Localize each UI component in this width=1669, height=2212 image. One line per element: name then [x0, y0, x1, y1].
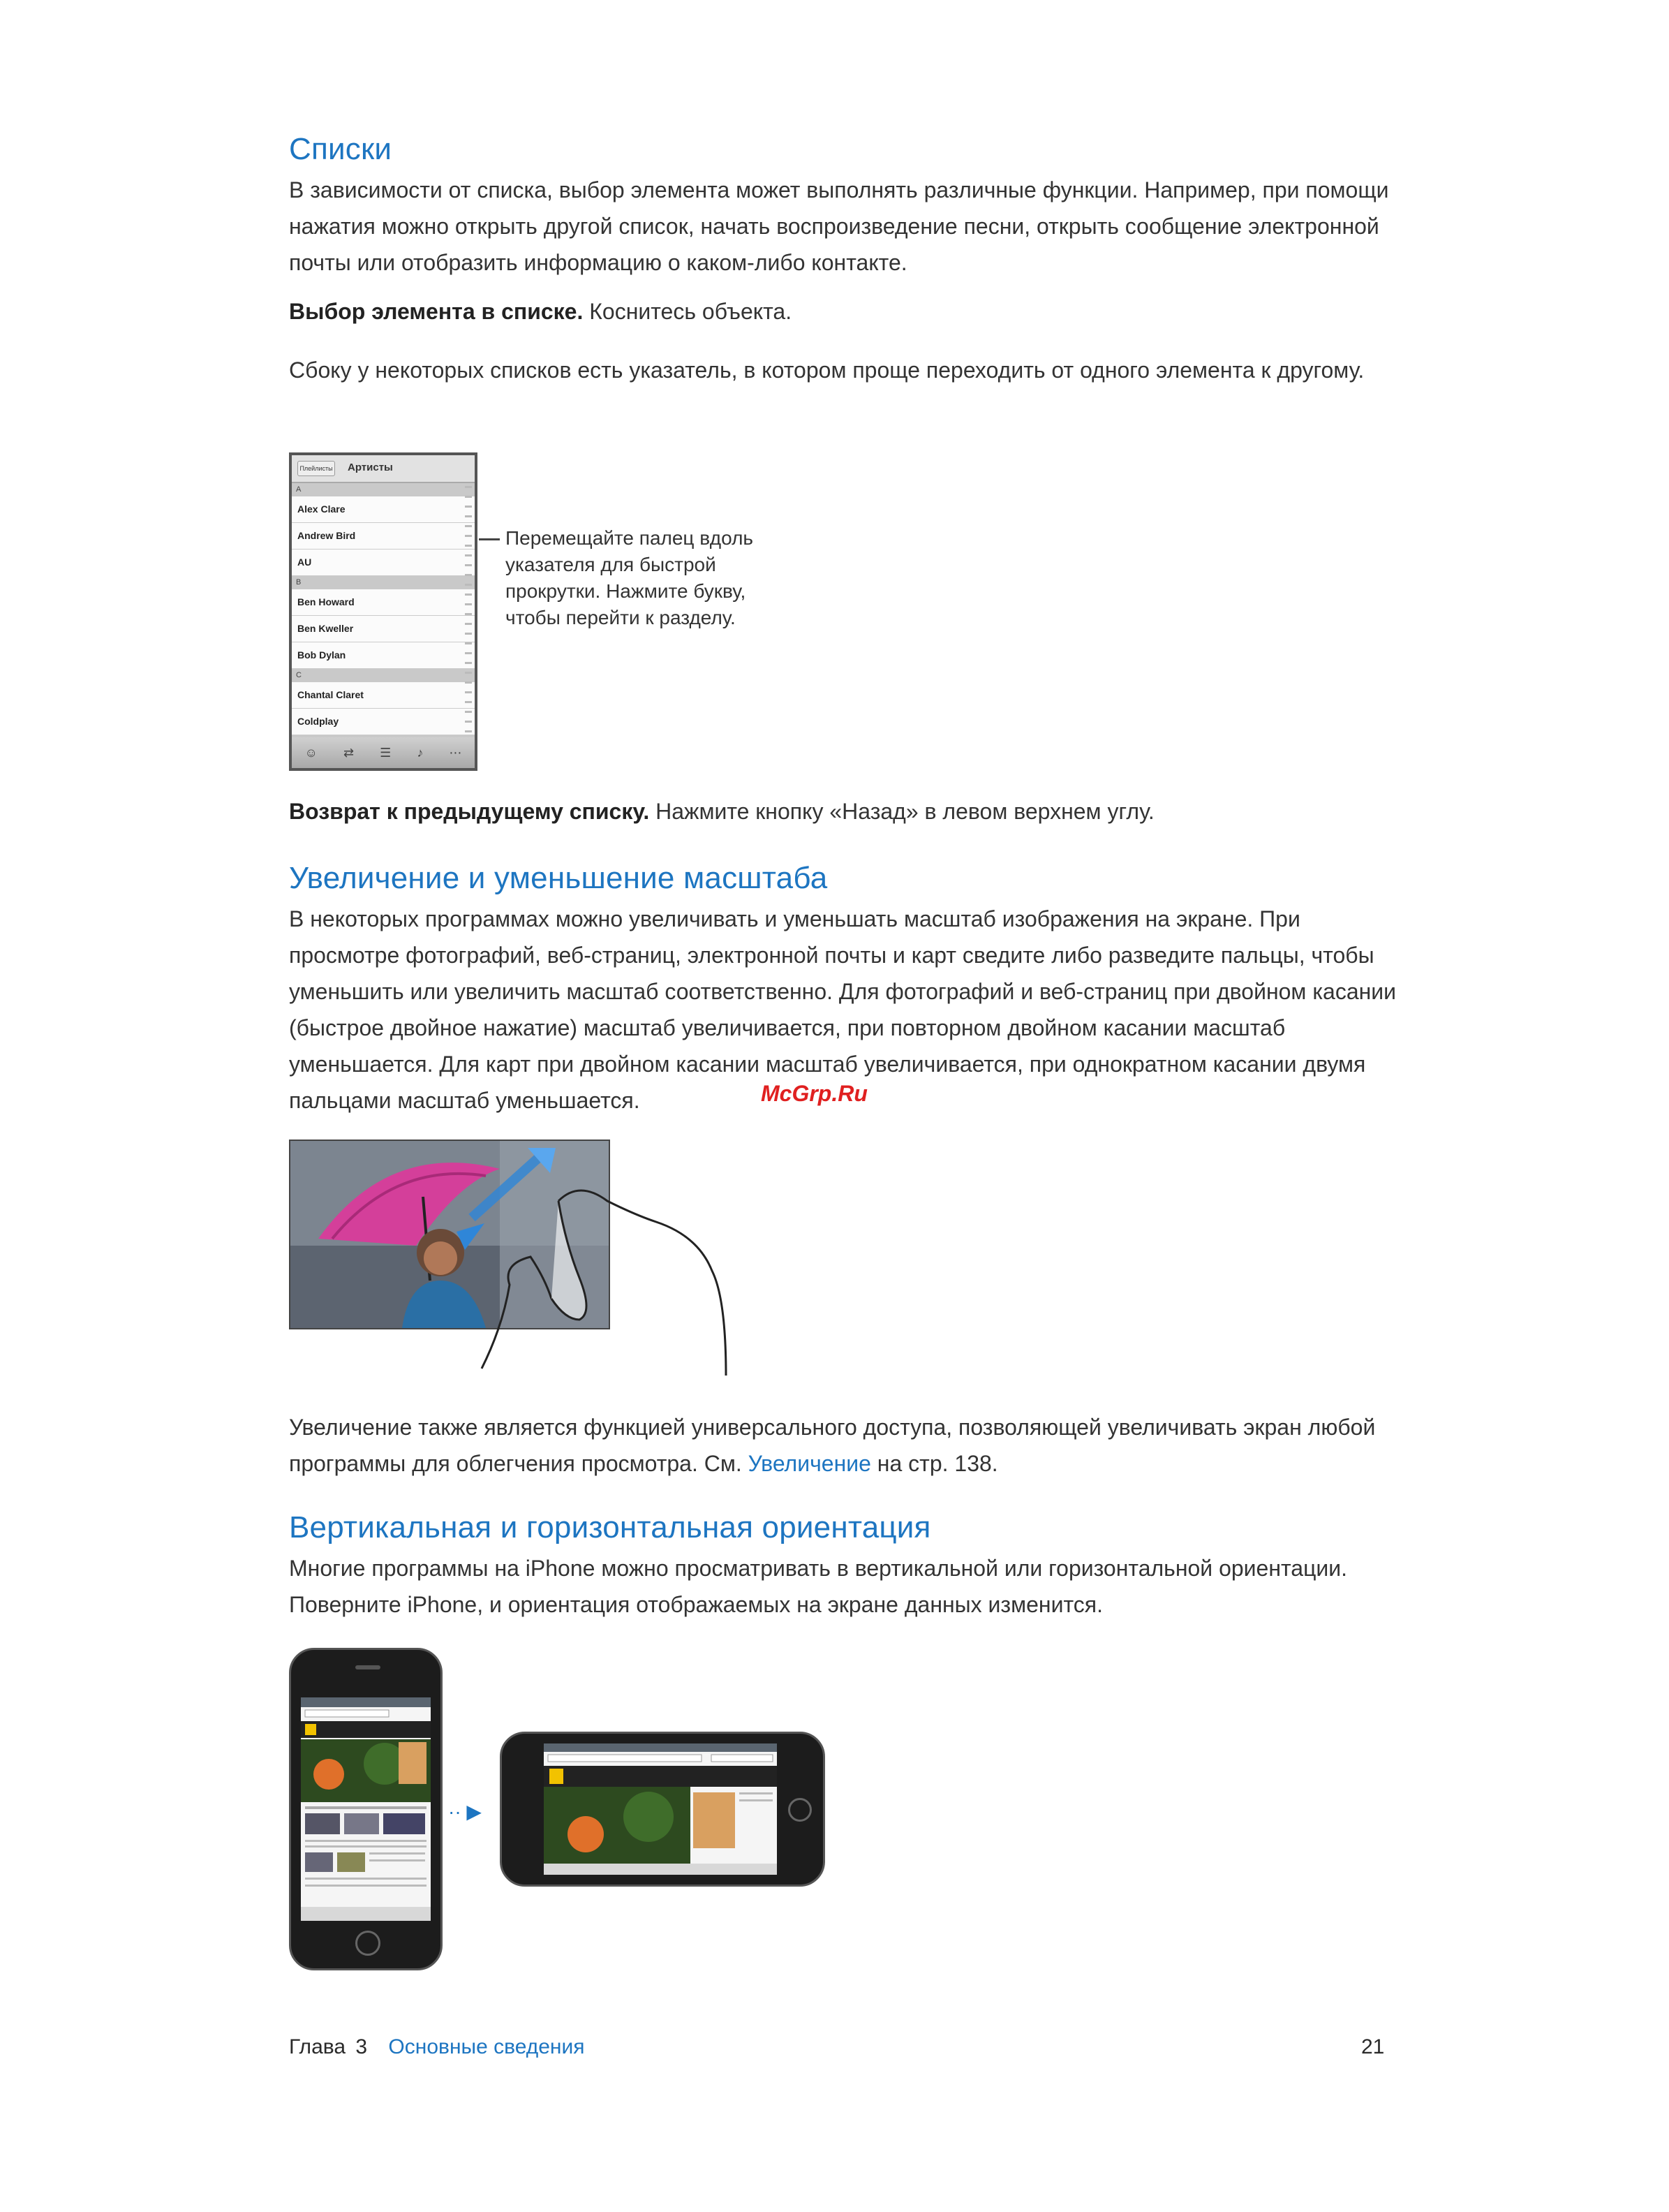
landscape-screen [544, 1743, 777, 1875]
back-text: Нажмите кнопку «Назад» в левом верхнем углу. [655, 799, 1155, 824]
section-title-zoom: Увеличение и уменьшение масштаба [289, 861, 828, 895]
iphone-landscape [500, 1732, 825, 1887]
list-illustration [289, 452, 477, 771]
list-item: Bob Dylan [292, 642, 475, 669]
accessibility-note [289, 1409, 1399, 1482]
section-title-orientation: Вертикальная и горизонтальная ориентация [289, 1510, 931, 1544]
more-icon: ⋯ [449, 745, 462, 760]
list-section-header: C [292, 669, 475, 682]
accessibility-text: Увеличение также является функцией универсального доступа, позволяющей увеличивать экран любой программы для облегчения просмотра. См. [289, 1415, 1376, 1476]
list-nav-title: Артисты [348, 462, 393, 473]
pinch-hand-icon [475, 1159, 740, 1376]
orientation-text: Многие программы на iPhone можно просматривать в вертикальной или горизонтальной ориентации. Поверните iPhone, и ориентация отображаемых на экране данных изменится. [289, 1556, 1348, 1617]
home-button [355, 1931, 380, 1956]
person-icon: ☺ [304, 745, 318, 760]
list-back-button: Плейлисты [297, 461, 335, 476]
index-callout: Перемещайте палец вдоль указателя для быстрой прокрутки. Нажмите букву, чтобы перейти к разделу. [505, 527, 754, 628]
list-section-header: A [292, 483, 475, 496]
zoom-text: В некоторых программах можно увеличивать и уменьшать масштаб изображения на экране. При просмотре фотографий, веб-страниц, электронной почты и карт сведите либо разведите пальцы, чтобы уменьшить или увеличить масштаб соответственно. Для фотографий и веб-страниц при двойном касании (быстрое двойное нажатие) масштаб увеличивается, при повторном двойном касании масштаб уменьшается. Для карт при двойном касании масштаб увеличивается, при однократном касании двумя пальцами масштаб уменьшается. [289, 906, 1397, 1113]
zoom-link[interactable]: Увеличение [748, 1451, 871, 1476]
list-section-header: B [292, 576, 475, 589]
select-item-text: Коснитесь объекта. [589, 299, 792, 324]
list-nav-bar [292, 455, 475, 483]
list-item: Coldplay [292, 709, 475, 735]
list-item: Chantal Claret [292, 682, 475, 709]
accessibility-page-ref: на стр. 138. [877, 1451, 998, 1476]
watermark: McGrp.Ru [761, 1081, 868, 1106]
footer-chapter-number: 3 [355, 2035, 368, 2058]
list-item: AU [292, 550, 475, 576]
rotate-arrow-icon: ·· ▶ [448, 1801, 482, 1822]
section-title-lists: Списки [289, 132, 392, 166]
list-item: Ben Howard [292, 589, 475, 616]
back-instruction [289, 793, 1399, 830]
index-explanation: Сбоку у некоторых списков есть указатель, в котором проще переходить от одного элемента к другому. [289, 357, 1365, 383]
list-tab-bar [292, 737, 475, 768]
artists-icon: ☰ [380, 745, 392, 760]
shuffle-icon: ⇄ [343, 745, 355, 760]
footer-chapter-title[interactable]: Основные сведения [388, 2035, 585, 2058]
list-item: Ben Kweller [292, 616, 475, 642]
list-item: Andrew Bird [292, 523, 475, 550]
iphone-portrait [289, 1648, 443, 1970]
page-number: 21 [1361, 2035, 1385, 2058]
callout-leader-line [479, 538, 500, 540]
list-index-bar [465, 486, 472, 737]
home-button-landscape [788, 1798, 812, 1822]
speaker-grille [355, 1665, 380, 1669]
portrait-screen [301, 1697, 431, 1921]
portrait-webpage-image [301, 1697, 431, 1921]
landscape-webpage-image [544, 1743, 777, 1875]
select-item-label: Выбор элемента в списке. [289, 299, 584, 324]
back-label: Возврат к предыдущему списку. [289, 799, 650, 824]
list-rows [292, 483, 475, 749]
footer-chapter-label: Глава [289, 2035, 346, 2058]
list-item: Alex Clare [292, 496, 475, 523]
footer-chapter [289, 2033, 584, 2061]
select-item-instruction [289, 293, 1399, 330]
lists-intro: В зависимости от списка, выбор элемента может выполнять различные функции. Например, при помощи нажатия можно открыть другой список, начать воспроизведение песни, открыть сообщение электронной почты или отобразить информацию о каком-либо контакте. [289, 177, 1389, 275]
music-note-icon: ♪ [417, 745, 424, 760]
